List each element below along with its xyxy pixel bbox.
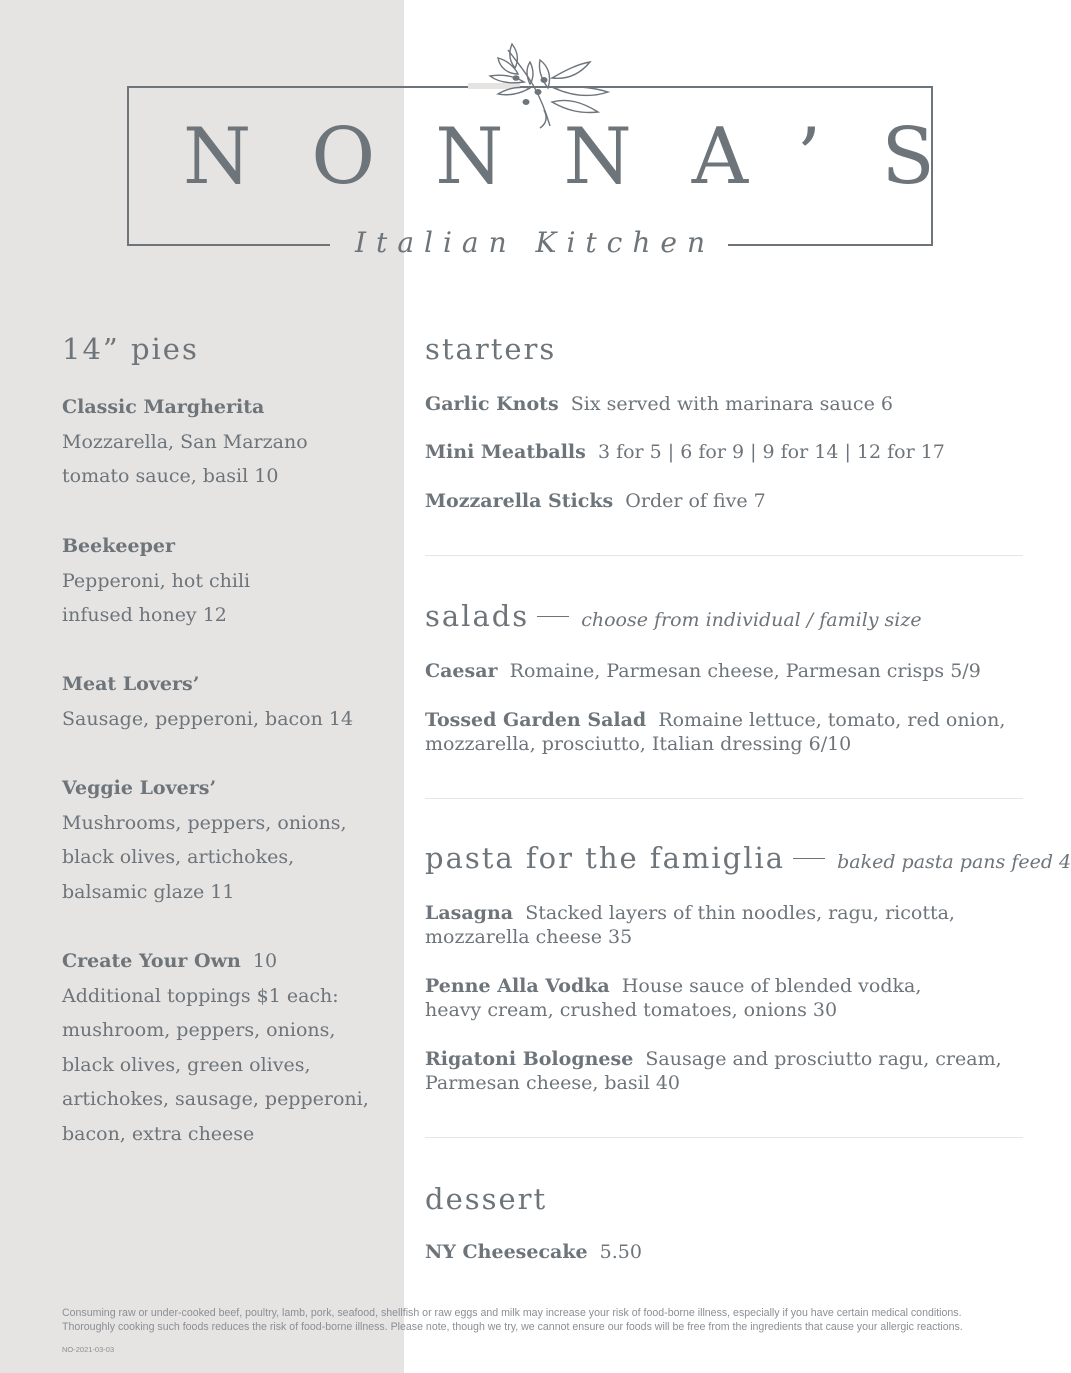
menu-item <box>425 392 893 416</box>
item-name: Beekeeper <box>62 535 175 557</box>
item-description: Six served with marinara sauce 6 <box>570 393 893 415</box>
item-description: Romaine lettuce, tomato, red onion, <box>658 709 1006 731</box>
pies-section <box>62 332 392 1145</box>
disclaimer <box>62 1306 1012 1334</box>
item-description: Sausage and prosciutto ragu, cream, <box>645 1048 1002 1070</box>
item-description: tomato sauce, basil 10 <box>62 465 279 488</box>
menu-item <box>425 659 981 683</box>
menu-item <box>425 974 1015 1022</box>
item-description: Sausage, pepperoni, bacon 14 <box>62 707 354 730</box>
section-divider <box>425 555 1023 556</box>
item-description: 5.50 <box>599 1241 642 1263</box>
item-name: Mini Meatballs <box>425 441 586 463</box>
salads-heading-row <box>425 601 1015 633</box>
item-price: 10 <box>252 950 278 972</box>
item-name: Meat Lovers’ <box>62 673 200 695</box>
menu-item <box>425 708 1015 756</box>
item-name: Classic Margherita <box>62 396 265 418</box>
menu-item <box>425 1047 1015 1095</box>
item-description: mushroom, peppers, onions, <box>62 1019 336 1042</box>
item-name: NY Cheesecake <box>425 1241 588 1263</box>
item-description: mozzarella cheese 35 <box>425 926 633 948</box>
item-name: Veggie Lovers’ <box>62 777 217 799</box>
menu-item <box>425 489 766 513</box>
starters-heading: starters <box>425 332 557 366</box>
pies-heading: 14” pies <box>62 332 199 366</box>
item-description: Pepperoni, hot chili <box>62 569 251 592</box>
menu-item <box>62 529 392 633</box>
heading-dash <box>537 616 569 617</box>
menu-item <box>425 440 945 464</box>
item-name: Caesar <box>425 660 498 682</box>
starters-section <box>425 332 1015 512</box>
item-description: Mushrooms, peppers, onions, <box>62 811 347 834</box>
dessert-section <box>425 1182 1015 1263</box>
item-name: Create Your Own <box>62 950 241 972</box>
item-description: Romaine, Parmesan cheese, Parmesan crisps 5/9 <box>509 660 981 682</box>
menu-item <box>62 667 392 736</box>
item-name: Garlic Knots <box>425 393 559 415</box>
item-description: 3 for 5 | 6 for 9 | 9 for 14 | 12 for 17 <box>597 441 945 463</box>
item-description: artichokes, sausage, pepperoni, <box>62 1088 369 1111</box>
item-description: Stacked layers of thin noodles, ragu, ricotta, <box>525 902 955 924</box>
menu-item <box>62 390 392 494</box>
dessert-heading: dessert <box>425 1182 548 1216</box>
menu-item <box>62 944 392 1152</box>
salads-heading: salads <box>425 599 530 633</box>
item-name: Rigatoni Bolognese <box>425 1048 634 1070</box>
brand-title: NONNA’S <box>183 112 995 202</box>
item-description: Mozzarella, San Marzano <box>62 430 308 453</box>
item-description: Additional toppings $1 each: <box>62 984 339 1007</box>
item-name: Tossed Garden Salad <box>425 709 647 731</box>
item-name: Mozzarella Sticks <box>425 490 614 512</box>
pasta-note: baked pasta pans feed 4 <box>837 851 1071 873</box>
disclaimer-line: Thoroughly cooking such foods reduces the risk of food-borne illness. Please note, though we try, we cannot ensure our foods will be free from the ingredients that cause your allergic reactions. <box>62 1321 963 1333</box>
item-description: bacon, extra cheese <box>62 1122 255 1145</box>
section-divider <box>425 1137 1023 1138</box>
menu-item <box>425 901 1015 949</box>
menu-item <box>425 1240 642 1264</box>
disclaimer-line: Consuming raw or under-cooked beef, poultry, lamb, pork, seafood, shellfish or raw eggs and milk may increase your risk of food-borne illness, especially if you have certain medical conditions. <box>62 1307 962 1319</box>
item-description: heavy cream, crushed tomatoes, onions 30 <box>425 999 838 1021</box>
salads-section <box>425 599 1015 755</box>
brand-subtitle: Italian Kitchen <box>355 226 715 259</box>
item-description: black olives, artichokes, <box>62 846 295 869</box>
item-description: Order of five 7 <box>625 490 766 512</box>
item-description: Parmesan cheese, basil 40 <box>425 1072 681 1094</box>
item-description: black olives, green olives, <box>62 1053 311 1076</box>
brand-subtitle-row <box>127 223 933 263</box>
pasta-heading-row <box>425 841 1071 875</box>
heading-dash <box>793 858 825 859</box>
item-description: balsamic glaze 11 <box>62 880 235 903</box>
pasta-section <box>425 841 1071 1094</box>
item-description: mozzarella, prosciutto, Italian dressing 6/10 <box>425 733 852 755</box>
section-divider <box>425 798 1023 799</box>
item-name: Penne Alla Vodka <box>425 975 610 997</box>
item-description: infused honey 12 <box>62 604 227 627</box>
pasta-heading: pasta for the famiglia <box>425 841 786 875</box>
document-code: NO-2021-03-03 <box>62 1345 115 1354</box>
menu-item <box>62 771 392 909</box>
item-description: House sauce of blended vodka, <box>621 975 922 997</box>
salads-note: choose from individual / family size <box>581 609 922 631</box>
item-name: Lasagna <box>425 902 514 924</box>
